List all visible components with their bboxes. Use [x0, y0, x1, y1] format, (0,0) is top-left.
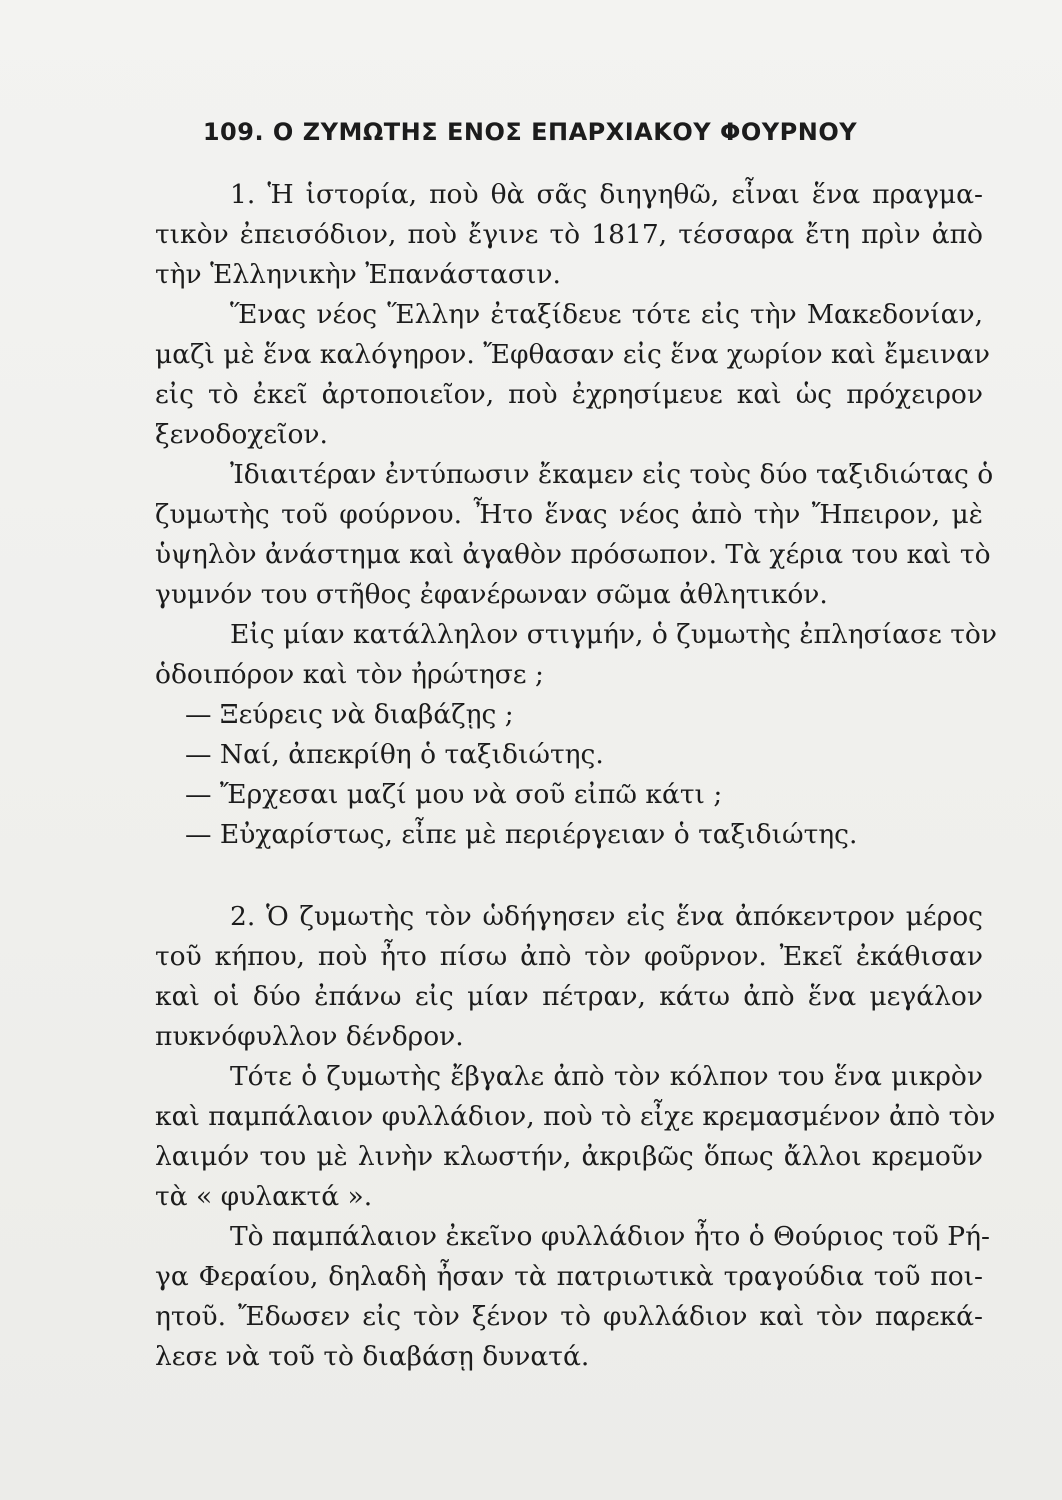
text-line: Εἰς μίαν κατάλληλον στιγμήν, ὁ ζυμωτὴς ἐπλησίασε τὸν [230, 619, 997, 650]
text-line: πυκνόφυλλον δένδρον. [155, 1021, 464, 1052]
text-line: τοῦ κήπου, ποὺ ἦτο πίσω ἀπὸ τὸν φοῦρνον. Ἐκεῖ ἐκάθισαν [155, 941, 983, 972]
text-line: Τὸ παμπάλαιον ἐκεῖνο φυλλάδιον ἦτο ὁ Θούριος τοῦ Ρή- [230, 1221, 990, 1252]
text-line: ξενοδοχεῖον. [155, 419, 328, 450]
text-line: τὴν Ἑλληνικὴν Ἐπανάστασιν. [155, 259, 561, 290]
text-line: λεσε νὰ τοῦ τὸ διαβάσῃ δυνατά. [155, 1341, 590, 1372]
text-line: μαζὶ μὲ ἕνα καλόγηρον. Ἔφθασαν εἰς ἕνα χωρίον καὶ ἔμειναν [155, 339, 990, 370]
text-line: γα Φεραίου, δηλαδὴ ἦσαν τὰ πατριωτικὰ τραγούδια τοῦ ποι- [155, 1261, 983, 1292]
dialog-line: — Ναί, ἀπεκρίθη ὁ ταξιδιώτης. [185, 739, 604, 770]
text-line: Ἕνας νέος Ἕλλην ἐταξίδευε τότε εἰς τὴν Μακεδονίαν, [230, 299, 983, 330]
text-line: ὁδοιπόρον καὶ τὸν ἠρώτησε ; [155, 659, 544, 690]
text-line: γυμνόν του στῆθος ἐφανέρωναν σῶμα ἀθλητικόν. [155, 579, 828, 610]
chapter-title: 109. Ο ΖΥΜΩΤΗΣ ΕΝΟΣ ΕΠΑΡΧΙΑΚΟΥ ΦΟΥΡΝΟΥ [202, 118, 858, 146]
dialog-line: — Ξεύρεις νὰ διαβάζῃς ; [185, 699, 514, 730]
section-2 [155, 897, 996, 1377]
text-line: καὶ οἱ δύο ἐπάνω εἰς μίαν πέτραν, κάτω ἀπὸ ἕνα μεγάλον [155, 981, 983, 1012]
text-line: ὑψηλὸν ἀνάστημα καὶ ἀγαθὸν πρόσωπον. Τὰ χέρια του καὶ τὸ [155, 539, 991, 570]
text-line: 2. Ὁ ζυμωτὴς τὸν ὡδήγησεν εἰς ἕνα ἀπόκεντρον μέρος [230, 901, 983, 932]
text-line: Τότε ὁ ζυμωτὴς ἔβγαλε ἀπὸ τὸν κόλπον του ἕνα μικρὸν [230, 1061, 983, 1092]
dialog-line: — Ἔρχεσαι μαζί μου νὰ σοῦ εἰπῶ κάτι ; [185, 779, 723, 810]
text-line: ητοῦ. Ἔδωσεν εἰς τὸν ξένον τὸ φυλλάδιον καὶ τὸν παρεκά- [155, 1301, 983, 1332]
section-1 [155, 175, 997, 855]
text-line: καὶ παμπάλαιον φυλλάδιον, ποὺ τὸ εἶχε κρεμασμένον ἀπὸ τὸν [155, 1101, 996, 1132]
text-line: 1. Ἡ ἱστορία, ποὺ θὰ σᾶς διηγηθῶ, εἶναι ἕνα πραγμα- [230, 179, 983, 210]
text-line: λαιμόν του μὲ λινὴν κλωστήν, ἀκριβῶς ὅπως ἄλλοι κρεμοῦν [155, 1141, 983, 1172]
text-line: ζυμωτὴς τοῦ φούρνου. Ἦτο ἕνας νέος ἀπὸ τὴν Ἤπειρον, μὲ [155, 499, 983, 530]
dialog-line: — Εὐχαρίστως, εἶπε μὲ περιέργειαν ὁ ταξιδιώτης. [185, 819, 858, 850]
text-line: Ἰδιαιτέραν ἐντύπωσιν ἔκαμεν εἰς τοὺς δύο ταξιδιώτας ὁ [230, 459, 994, 490]
text-line: τὰ « φυλακτά ». [155, 1181, 373, 1212]
text-line: εἰς τὸ ἐκεῖ ἀρτοποιεῖον, ποὺ ἐχρησίμευε καὶ ὡς πρόχειρον [155, 379, 983, 410]
text-line: τικὸν ἐπεισόδιον, ποὺ ἔγινε τὸ 1817, τέσσαρα ἔτη πρὶν ἀπὸ [155, 219, 983, 250]
